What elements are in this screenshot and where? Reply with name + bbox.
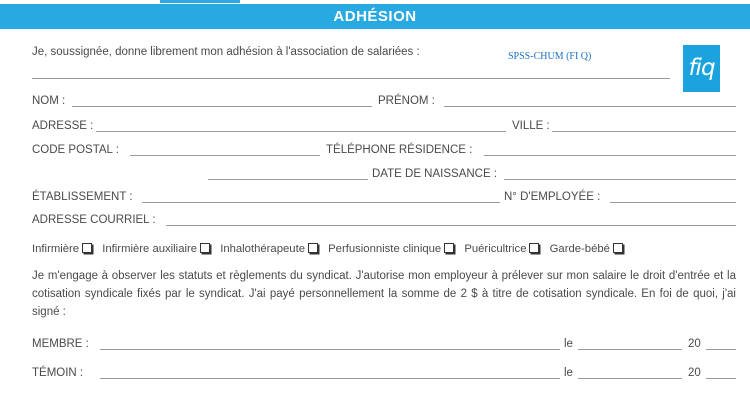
code-postal-label: CODE POSTAL :: [32, 144, 119, 156]
option-garde-bebe[interactable]: Garde-bébé: [550, 243, 623, 255]
header-tab: [160, 0, 240, 3]
option-infirmiere[interactable]: Infirmière: [32, 243, 92, 255]
option-inhalotherapeute[interactable]: Inhalothérapeute: [220, 243, 318, 255]
option-infirmiere-auxiliaire[interactable]: Infirmière auxiliaire: [102, 243, 210, 255]
le-label: le: [564, 338, 573, 350]
profession-options: [32, 242, 623, 255]
membre-year-field[interactable]: [706, 349, 736, 350]
postal-row: [32, 143, 736, 159]
establishment-row: [32, 190, 736, 206]
membre-row: [32, 337, 736, 353]
checkbox-icon[interactable]: [200, 243, 210, 253]
employe-label: N° D'EMPLOYÉE :: [504, 191, 601, 203]
year-label: 20: [688, 367, 701, 379]
logo-text: fiq: [688, 55, 715, 81]
temoin-date-field[interactable]: [578, 378, 682, 379]
nom-label: NOM :: [32, 95, 66, 107]
ville-field[interactable]: [552, 131, 736, 132]
courriel-field[interactable]: [166, 225, 736, 226]
address-row: [32, 119, 736, 135]
intro-text: Je, soussignée, donne librement mon adhésion à l'association de salariées :: [32, 46, 420, 58]
telephone-field[interactable]: [484, 155, 736, 156]
membre-signature-field[interactable]: [100, 349, 560, 350]
syndicat-line[interactable]: [32, 78, 670, 79]
prenom-label: PRÉNOM :: [378, 95, 435, 107]
form-title: ADHÉSION: [333, 8, 417, 25]
courriel-label: ADRESSE COURRIEL :: [32, 214, 156, 226]
adresse-field[interactable]: [96, 131, 506, 132]
temoin-signature-field[interactable]: [100, 378, 560, 379]
intro-line-row: [32, 66, 672, 82]
prenom-field[interactable]: [444, 106, 736, 107]
option-puericultrice[interactable]: Puéricultrice: [464, 243, 539, 255]
option-perfusionniste[interactable]: Perfusionniste clinique: [328, 243, 454, 255]
telephone-label: TÉLÉPHONE RÉSIDENCE :: [326, 144, 473, 156]
naissance-field[interactable]: [504, 179, 736, 180]
code-postal-field[interactable]: [130, 155, 320, 156]
email-row: [32, 213, 736, 229]
phone-extra-field[interactable]: [208, 179, 368, 180]
form-header: [0, 4, 750, 29]
le-label: le: [564, 367, 573, 379]
checkbox-icon[interactable]: [444, 243, 454, 253]
name-row: [32, 94, 736, 110]
syndicat-name: SPSS-CHUM (FI Q): [508, 51, 592, 62]
employe-field[interactable]: [610, 202, 736, 203]
membre-label: MEMBRE :: [32, 338, 89, 350]
intro-row: [32, 45, 492, 61]
naissance-label: DATE DE NAISSANCE :: [372, 168, 498, 180]
engagement-text: Je m'engage à observer les statuts et règlements du syndicat. J'autorise mon employeur à prélever sur mon salaire le droit d'entrée et la cotisation syndicale fixés par le syndicat. J'ai payé personnellement la somme de 2 $ à titre de cotisation syndicale. En foi de quoi, j'ai signé :: [32, 270, 736, 318]
year-label: 20: [688, 338, 701, 350]
checkbox-icon[interactable]: [613, 243, 623, 253]
checkbox-icon[interactable]: [529, 243, 539, 253]
temoin-row: [32, 366, 736, 382]
temoin-label: TÉMOIN :: [32, 367, 84, 379]
birth-row: [32, 167, 736, 183]
temoin-year-field[interactable]: [706, 378, 736, 379]
checkbox-icon[interactable]: [308, 243, 318, 253]
etablissement-label: ÉTABLISSEMENT :: [32, 191, 133, 203]
checkbox-icon[interactable]: [82, 243, 92, 253]
etablissement-field[interactable]: [142, 202, 500, 203]
ville-label: VILLE :: [512, 120, 550, 132]
fiq-logo: [683, 45, 720, 92]
nom-field[interactable]: [72, 106, 372, 107]
membre-date-field[interactable]: [578, 349, 682, 350]
adresse-label: ADRESSE :: [32, 120, 94, 132]
